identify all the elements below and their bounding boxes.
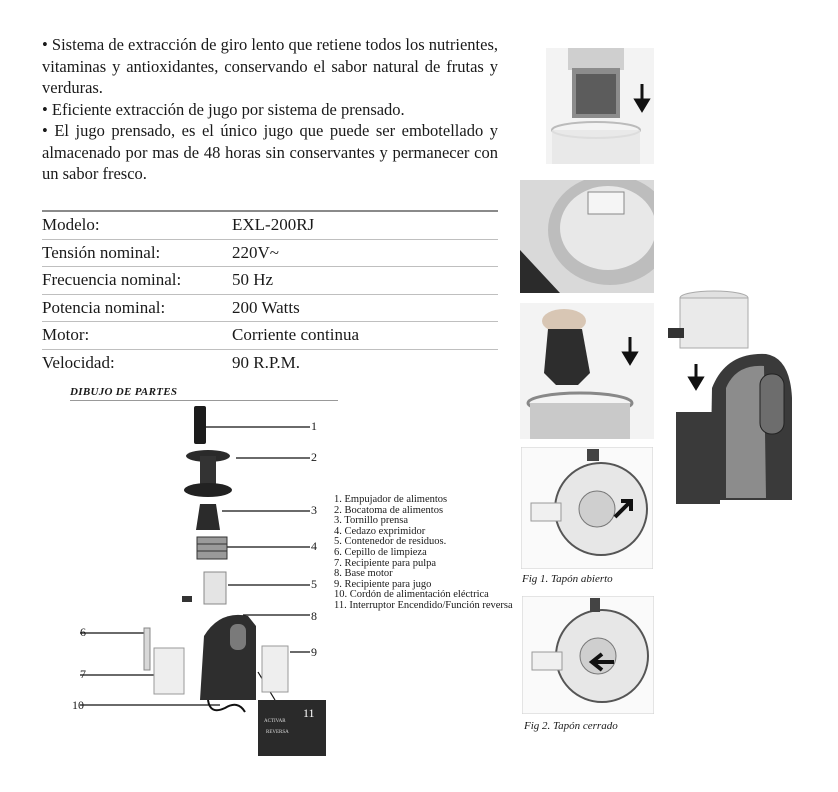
assembled-juicer-photo [666,288,800,508]
feature-bullet: • El jugo prensado, es el único jugo que puede ser embotellado y almacenado por mas de 48 horas sin conservantes y permanecer con un sabor fresco. [42,121,498,183]
assembly-photo-screw [520,303,654,439]
legend-item: 7. Recipiente para pulpa [334,557,437,569]
spec-row [42,295,498,323]
legend-item: 10. Cordón de alimentación eléctrica [334,589,489,601]
callout-number: 9 [311,645,317,659]
juice-cup-part [262,646,288,692]
figure-cap-open [521,447,653,569]
legend-item: 9. Recipiente para jugo [334,578,432,590]
spec-label: Modelo: [42,215,100,234]
callout-number: 6 [80,625,86,639]
spec-value: 220V~ [232,242,279,262]
parts-title: DIBUJO DE PARTES [70,386,178,398]
legend-item: 2. Bocatoma de alimentos [334,504,444,516]
strainer-part [197,537,227,559]
spec-table [42,210,498,376]
callout-number: 5 [311,577,317,591]
spec-row [42,322,498,350]
switch-panel [258,700,326,756]
food-pusher-part [194,406,206,444]
legend-item: 6. Cepillo de limpieza [334,546,427,558]
spec-value: Corriente continua [232,325,359,344]
legend-item: 8. Base motor [334,568,393,580]
legend-item: 11. Interruptor Encendido/Función reversa [334,599,513,611]
spec-value: 90 R.P.M. [232,352,301,372]
legend-item: 4. Cedazo exprimidor [334,525,426,537]
switch-label-top: ACTIVAR [264,719,286,724]
assembly-photo-strainer [546,48,654,164]
press-screw-part [196,504,220,530]
callout-number: 1 [311,419,317,433]
feature-list [42,34,498,185]
callout-number: 10 [72,698,84,712]
spec-label: Motor: [42,325,90,344]
power-cord-part [208,700,245,712]
spec-row [42,240,498,268]
spec-label: Potencia nominal: [42,297,166,317]
spec-row [42,350,498,377]
spec-value: 200 Watts [232,297,300,317]
callout-number: 2 [311,450,317,464]
spec-label: Frecuencia nominal: [42,270,182,289]
callout-number: 8 [311,609,317,623]
figure-caption: Fig 1. Tapón abierto [522,573,613,585]
parts-legend [334,495,513,612]
figure-cap-closed [522,596,654,714]
food-chute-part [184,450,232,497]
feature-bullet: • Sistema de extracción de giro lento que retiene todos los nutrientes, vitaminas y antioxidantes, conservando el sabor natural de frutas y verduras. [42,35,498,97]
spec-label: Tensión nominal: [42,242,161,262]
spec-value: EXL-200RJ [232,215,315,234]
legend-item: 3. Tornillo prensa [334,515,409,527]
spec-row [42,267,498,295]
callout-number: 11 [303,706,315,720]
callout-number: 4 [311,539,317,553]
pulp-cup-part [154,648,184,694]
legend-item: 5. Contenedor de residuos. [334,536,447,548]
cleaning-brush-part [144,628,150,670]
feature-bullet: • Eficiente extracción de jugo por sistema de prensado. [42,99,405,119]
switch-label-bottom: REVERSA [266,730,289,735]
spec-value: 50 Hz [232,270,274,289]
assembly-photo-bowl [520,180,654,293]
callout-number: 7 [80,667,86,681]
residue-container-part [182,572,226,604]
parts-diagram [60,400,340,760]
legend-item: 1. Empujador de alimentos [334,494,448,505]
figure-caption: Fig 2. Tapón cerrado [524,720,618,732]
callout-number: 3 [311,503,317,517]
motor-base-part [200,615,256,700]
spec-row [42,210,498,240]
spec-label: Velocidad: [42,352,115,372]
